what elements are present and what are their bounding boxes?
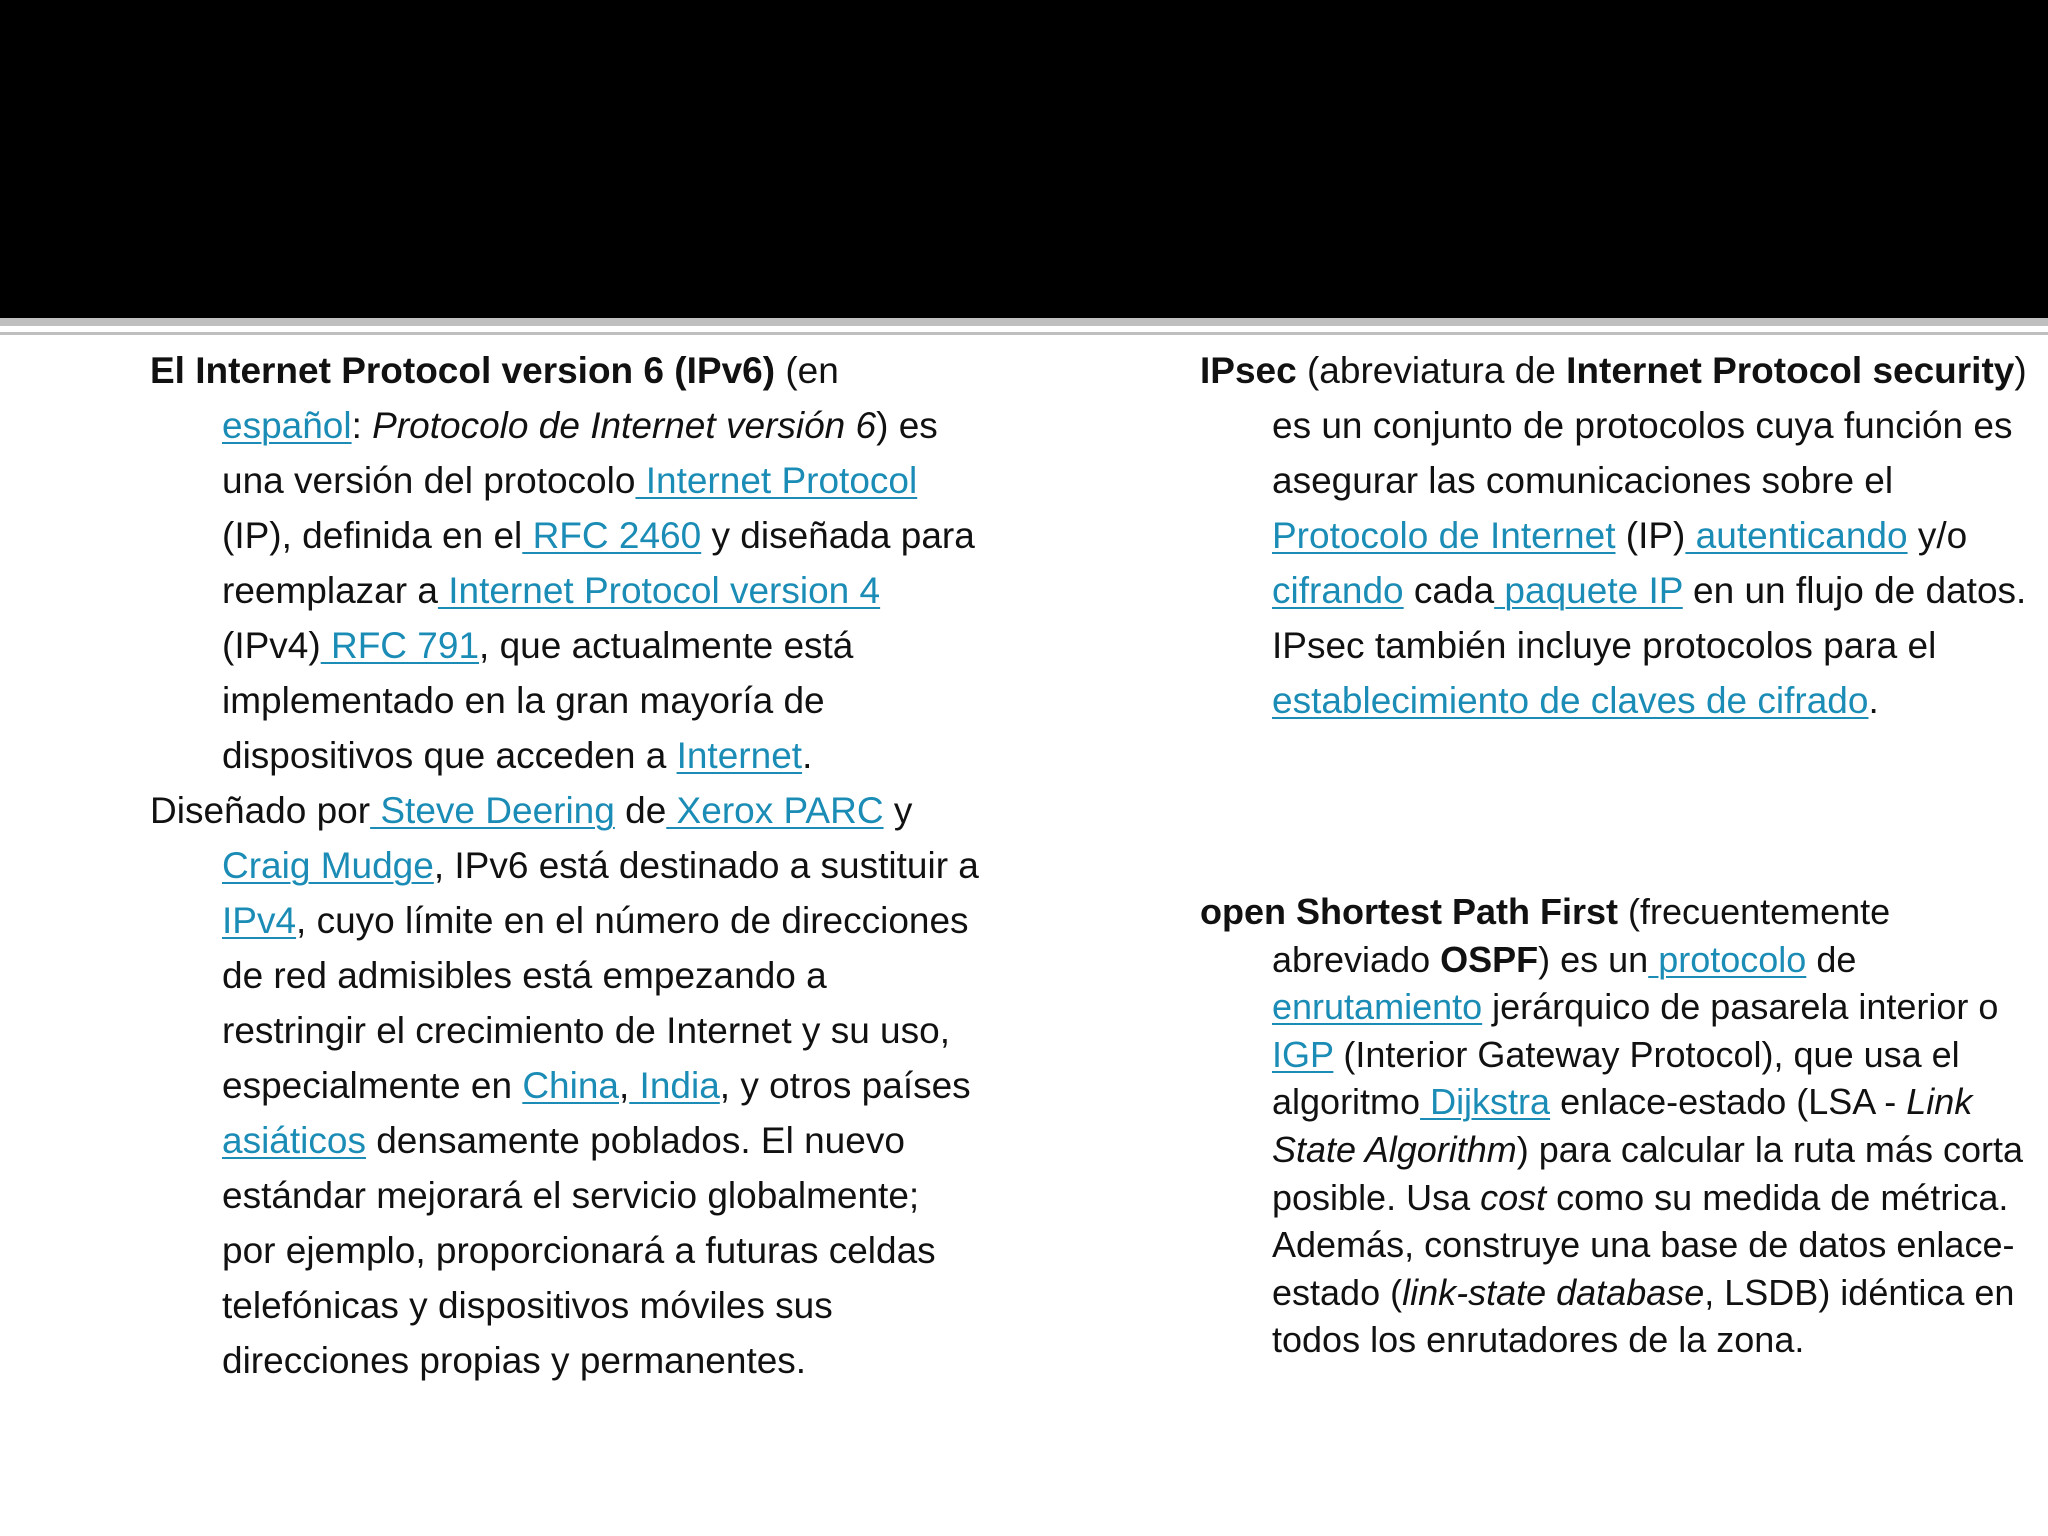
italic-run: Protocolo de Internet versión 6 (372, 405, 877, 446)
ipv6-design-paragraph (150, 783, 980, 1388)
text-run: , que actualmente está implementado en la gran mayoría de dispositivos que acceden a (222, 625, 854, 776)
text-run: , cuyo límite en el número de direcciones de red admisibles está empezando a restringir el crecimiento de Internet y su uso, especialmente en (222, 900, 969, 1106)
text-run: , (619, 1065, 630, 1106)
link-xerox-parc[interactable]: Xerox PARC (666, 790, 884, 831)
link-china[interactable]: China (522, 1065, 619, 1106)
divider-rule-thick (0, 318, 2048, 326)
text-run: : (351, 405, 373, 446)
text-run: . (1868, 680, 1879, 721)
text-run: de (614, 790, 667, 831)
text-run: ) es una versión del protocolo (222, 405, 938, 501)
link-india[interactable]: India (629, 1065, 720, 1106)
right-column-ospf (1200, 888, 2040, 1364)
link-internet-protocol-version-4[interactable]: Internet Protocol version 4 (437, 570, 881, 611)
link-asiaticos[interactable]: asiáticos (222, 1120, 366, 1161)
link-paquete-ip[interactable]: paquete IP (1494, 570, 1683, 611)
link-protocolo-de-internet[interactable]: Protocolo de Internet (1272, 515, 1616, 556)
text-run: (IP), definida en el (222, 515, 523, 556)
text-run: (IPv4) (222, 625, 321, 666)
ospf-paragraph (1200, 888, 2040, 1364)
text-run: enlace-estado (LSA - (1550, 1081, 1907, 1123)
link-protocolo[interactable]: protocolo (1648, 938, 1807, 980)
divider-rule-thin (0, 332, 2048, 335)
ospf-term: open Shortest Path First (1200, 891, 1619, 932)
text-run: . (802, 735, 813, 776)
bold-run: OSPF (1440, 938, 1539, 980)
slide-title-band (0, 0, 2048, 318)
text-run: ) es un (1538, 938, 1649, 980)
text-run: , y otros países (719, 1065, 971, 1106)
bold-run: Internet Protocol security (1566, 350, 2015, 391)
text-run: como su medida de métrica. Además, construye una base de datos enlace-estado ( (1272, 1176, 2015, 1313)
text-run: , IPv6 está destinado a sustituir a (433, 845, 979, 886)
text-run: (en (775, 350, 839, 391)
text-run: ) para calcular la ruta más corta posible. Usa (1272, 1128, 2023, 1218)
text-run: (IP) (1615, 515, 1686, 556)
text-run: y/o (1907, 515, 1968, 556)
link-igp[interactable]: IGP (1272, 1033, 1334, 1075)
text-run: (Interior Gateway Protocol), que usa el algoritmo (1272, 1033, 1960, 1123)
text-run: en un flujo de datos. IPsec también incluye protocolos para el (1272, 570, 2027, 666)
link-dijkstra[interactable]: Dijkstra (1420, 1081, 1551, 1123)
text-run: jerárquico de pasarela interior o (1482, 986, 1999, 1028)
ipsec-paragraph (1200, 343, 2040, 728)
link-internet-protocol[interactable]: Internet Protocol (635, 460, 918, 501)
ipsec-term: IPsec (1200, 350, 1297, 391)
text-run: ) es un conjunto de protocolos cuya función es asegurar las comunicaciones sobre el (1272, 350, 2027, 501)
link-enrutamiento[interactable]: enrutamiento (1272, 986, 1483, 1028)
link-internet[interactable]: Internet (676, 735, 803, 776)
text-run: Diseñado por (150, 790, 371, 831)
italic-run: Link State Algorithm (1272, 1081, 1973, 1170)
link-espanol[interactable]: español (222, 405, 352, 446)
text-run: y (883, 790, 913, 831)
text-run: (abreviatura de (1296, 350, 1567, 391)
link-rfc-791[interactable]: RFC 791 (320, 625, 480, 666)
text-run: cada (1403, 570, 1495, 611)
text-run: de (1806, 938, 1857, 980)
text-run: (frecuentemente abreviado (1272, 891, 1891, 980)
link-rfc-2460[interactable]: RFC 2460 (522, 515, 702, 556)
right-column-ipsec (1200, 343, 2040, 728)
ipv6-term: El Internet Protocol version 6 (IPv6) (150, 350, 776, 391)
link-ipv4[interactable]: IPv4 (222, 900, 297, 941)
link-establecimiento-de-claves[interactable]: establecimiento de claves de cifrado (1272, 680, 1869, 721)
text-run: y diseñada para reemplazar a (222, 515, 975, 611)
link-autenticando[interactable]: autenticando (1685, 515, 1908, 556)
link-craig-mudge[interactable]: Craig Mudge (222, 845, 434, 886)
left-column (150, 343, 980, 1388)
ipv6-paragraph (150, 343, 980, 783)
italic-run: link-state database (1402, 1271, 1705, 1313)
link-cifrando[interactable]: cifrando (1272, 570, 1404, 611)
link-steve-deering[interactable]: Steve Deering (370, 790, 615, 831)
italic-run: cost (1480, 1176, 1547, 1218)
text-run: , LSDB) idéntica en todos los enrutadores de la zona. (1272, 1271, 2015, 1361)
text-run: densamente poblados. El nuevo estándar mejorará el servicio globalmente; por ejemplo, proporcionará a futuras celdas telefónicas y dispositivos móviles sus direcciones propias y permanentes. (222, 1120, 936, 1381)
